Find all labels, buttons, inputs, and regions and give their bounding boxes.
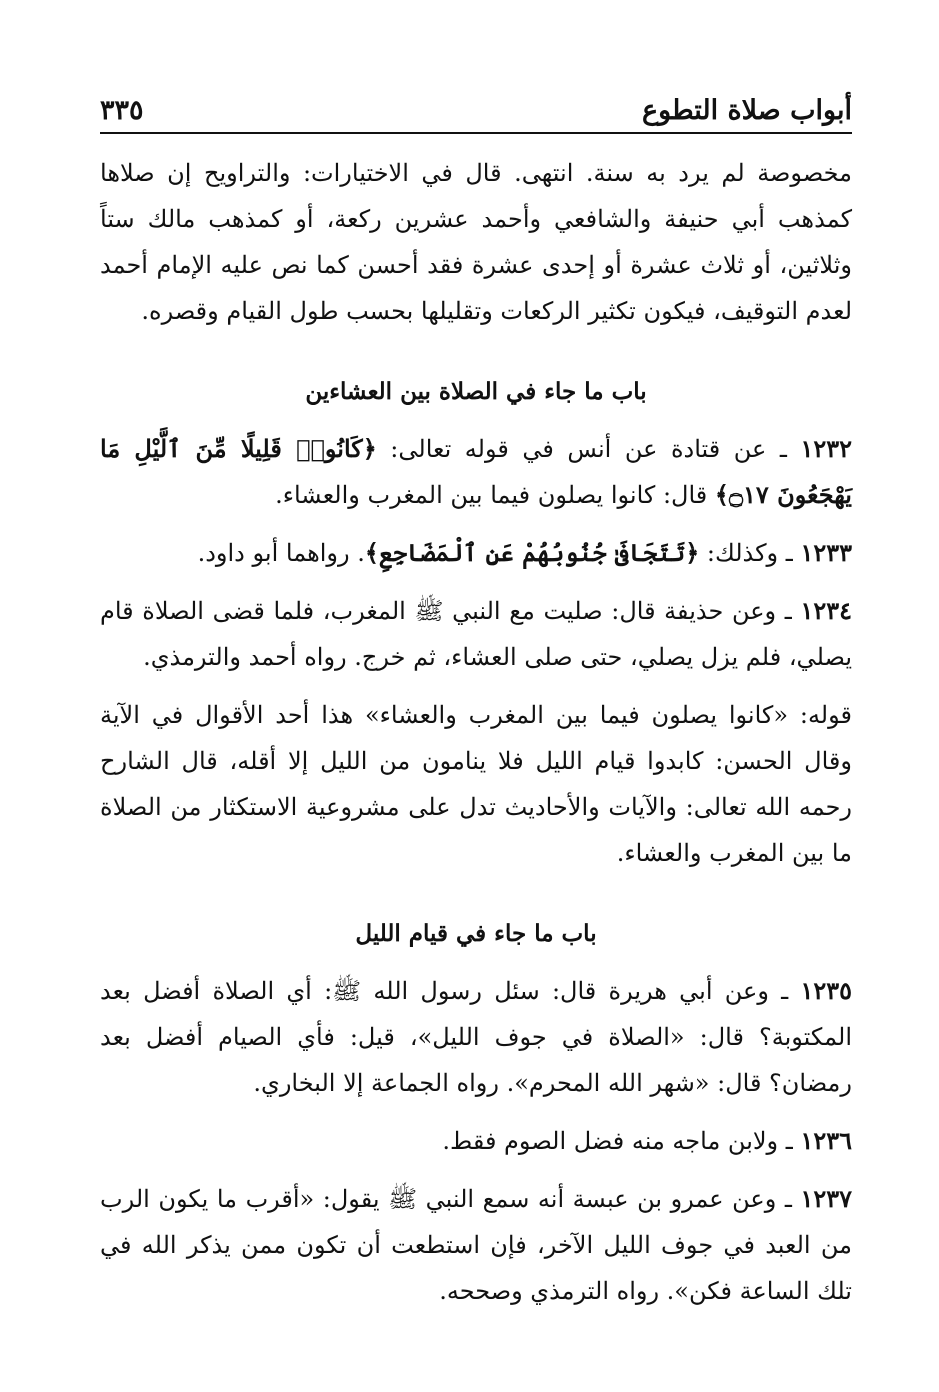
hadith-text: ـ عن قتادة عن أنس في قوله تعالى: bbox=[376, 435, 801, 463]
header-rule bbox=[100, 132, 852, 134]
hadith-text: ـ ولابن ماجه منه فضل الصوم فقط. bbox=[442, 1127, 801, 1155]
section-title-isha: باب ما جاء في الصلاة بين العشاءين bbox=[305, 378, 647, 405]
quran-verse: ﴿تَتَجَافَىٰ جُنُوبُهُمْ عَنِ ٱلْمَضَاجِعِ﴾ bbox=[364, 538, 700, 567]
hadith-1235 bbox=[100, 968, 852, 1106]
hadith-text: . رواهما أبو داود. bbox=[197, 539, 365, 567]
chapter-title: أبواب صلاة التطوع bbox=[642, 95, 852, 126]
running-header bbox=[100, 86, 852, 126]
hadith-1233 bbox=[100, 530, 852, 576]
hadith-number: ١٢٣٥ bbox=[800, 976, 853, 1005]
hadith-1232 bbox=[100, 426, 852, 518]
hadith-1237 bbox=[100, 1176, 852, 1314]
section-title-night-prayer: باب ما جاء في قيام الليل bbox=[355, 920, 597, 947]
page-body bbox=[100, 150, 852, 1314]
hadith-number: ١٢٣٢ bbox=[800, 434, 853, 463]
hadith-1234 bbox=[100, 588, 852, 680]
hadith-text: ـ وعن أبي هريرة قال: سئل رسول الله ﷺ: أي الصلاة أفضل بعد المكتوبة؟ قال: «الصلاة في جوف الليل»، قيل: فأي الصيام أفضل بعد رمضان؟ قال: «شهر الله المحرم». رواه الجماعة إلا البخاري. bbox=[100, 977, 852, 1097]
hadith-number: ١٢٣٦ bbox=[800, 1126, 852, 1155]
hadith-text: ـ وكذلك: bbox=[699, 539, 801, 567]
hadith-number: ١٢٣٧ bbox=[800, 1184, 852, 1213]
quran-verse: ﴿كَانُوا۟ قَلِيلًا مِّنَ ٱلَّيْلِ مَا يَهْجَعُونَ ۝١٧﴾ bbox=[100, 434, 852, 509]
hadith-number: ١٢٣٣ bbox=[800, 538, 852, 567]
page-number: ٣٣٥ bbox=[100, 95, 144, 126]
hadith-text: ـ وعن حذيفة قال: صليت مع النبي ﷺ المغرب، فلما قضى الصلاة قام يصلي، فلم يزل يصلي، حتى صلى العشاء، ثم خرج. رواه أحمد والترمذي. bbox=[100, 597, 852, 671]
hadith-1236 bbox=[100, 1118, 852, 1164]
hadith-text: ـ وعن عمرو بن عبسة أنه سمع النبي ﷺ يقول: «أقرب ما يكون الرب من العبد في جوف الليل الآخر، فإن استطعت أن تكون ممن يذكر الله في تلك الساعة فكن». رواه الترمذي وصححه. bbox=[100, 1185, 852, 1305]
hadith-number: ١٢٣٤ bbox=[800, 596, 853, 625]
intro-paragraph: مخصوصة لم يرد به سنة. انتهى. قال في الاختيارات: والتراويح إن صلاها كمذهب أبي حنيفة والشافعي وأحمد عشرين ركعة، أو كمذهب مالك ستاً وثلاثين، أو ثلاث عشرة أو إحدى عشرة فقد أحسن كما نص عليه الإمام أحمد لعدم التوقيف، فيكون تكثير الركعات وتقليلها بحسب طول القيام وقصره. bbox=[100, 159, 852, 325]
hadith-text: قال: كانوا يصلون فيما بين المغرب والعشاء. bbox=[275, 481, 715, 509]
commentary-paragraph: قوله: «كانوا يصلون فيما بين المغرب والعشاء» هذا أحد الأقوال في الآية وقال الحسن: كابدوا قيام الليل فلا ينامون من الليل إلا أقله، قال الشارح رحمه الله تعالى: والآيات والأحاديث تدل على مشروعية الاستكثار من الصلاة ما بين المغرب والعشاء. bbox=[100, 701, 852, 867]
